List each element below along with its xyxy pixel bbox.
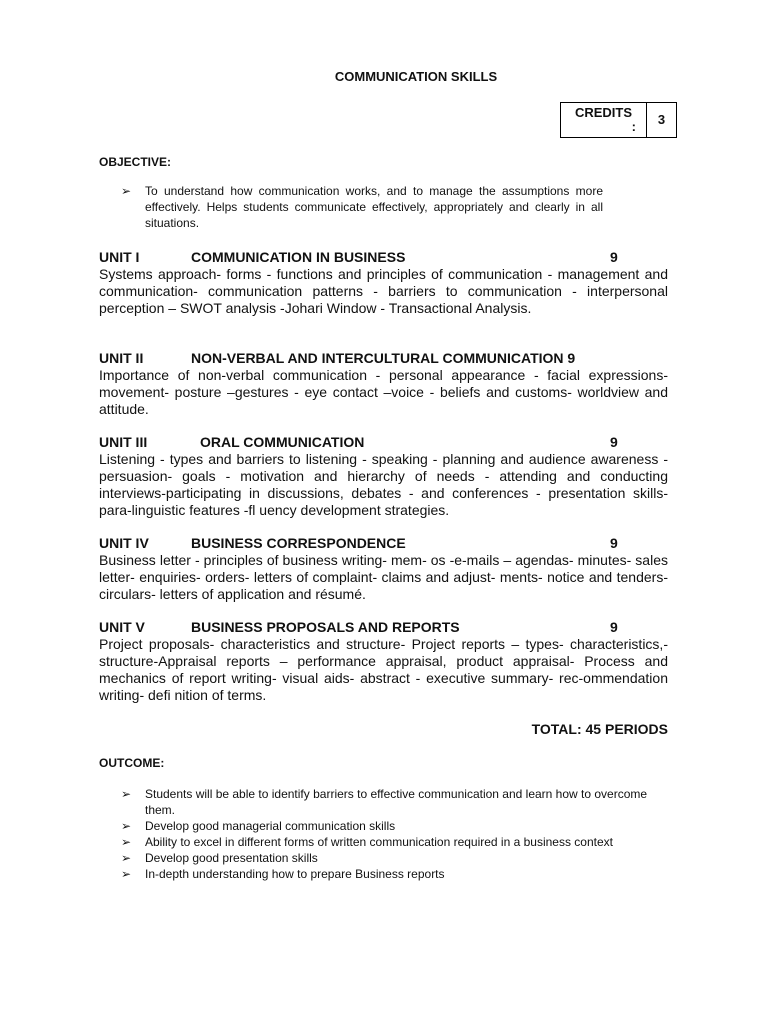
credits-value: 3 [657,112,666,127]
unit-number: UNIT I [99,249,140,265]
unit-section [99,619,668,704]
outcome-item [121,850,671,866]
unit-hours: 9 [610,535,618,551]
unit-title: ORAL COMMUNICATION [200,434,365,450]
bullet-arrow-icon: ➢ [121,867,132,881]
unit-title: BUSINESS PROPOSALS AND REPORTS [191,619,460,635]
unit-title: COMMUNICATION IN BUSINESS [191,249,406,265]
credits-colon: : [631,119,636,134]
outcome-item [121,834,671,850]
credits-label: CREDITS [574,105,633,120]
total-periods: TOTAL: 45 PERIODS [531,721,668,737]
objective-heading: OBJECTIVE: [99,155,172,169]
outcome-list [121,786,671,882]
outcome-item [121,818,671,834]
unit-number: UNIT V [99,619,145,635]
unit-hours: 9 [610,249,618,265]
credits-box [560,102,677,138]
outcome-item [121,786,671,818]
bullet-arrow-icon: ➢ [121,835,132,849]
unit-title: NON-VERBAL AND INTERCULTURAL COMMUNICATION 9 [191,350,576,366]
outcome-item-text: In-depth understanding how to prepare Business reports [145,867,445,881]
outcome-item-text: Develop good presentation skills [145,851,318,865]
unit-heading [99,249,668,266]
objective-list [121,183,603,231]
outcome-heading: OUTCOME: [99,756,165,770]
outcome-item-text: Develop good managerial communication skills [145,819,396,833]
outcome-item-text: Students will be able to identify barriers to effective communication and learn how to overcome them. [145,787,648,817]
unit-heading [99,619,668,636]
unit-content: Systems approach- forms - functions and principles of communication - management and communication- communication patterns - barriers to communication - interpersonal perception – SWOT analysis -Johari Window - Transactional Analysis. [99,266,668,316]
unit-heading [99,434,668,451]
objective-item [121,183,603,231]
bullet-arrow-icon: ➢ [121,851,132,865]
document-title: COMMUNICATION SKILLS [334,69,498,84]
unit-number: UNIT III [99,434,148,450]
unit-number: UNIT IV [99,535,149,551]
unit-content: Business letter - principles of business writing- mem- os -e-mails – agendas- minutes- sales letter- enquiries- orders- letters of complaint- claims and adjust- ments- notice and tenders- circulars- letters of application and résumé. [99,552,668,602]
bullet-arrow-icon: ➢ [121,819,132,833]
bullet-arrow-icon: ➢ [121,184,132,198]
unit-content: Project proposals- characteristics and structure- Project reports – types- characteristics,-structure-Appraisal reports – performance appraisal, product appraisal- Process and mechanics of report writing- visual aids- abstract - executive summary- rec-ommendation writing- defi nition of terms. [99,636,668,703]
unit-section [99,535,668,603]
outcome-item [121,866,671,882]
unit-section [99,249,668,317]
unit-content: Importance of non-verbal communication - personal appearance - facial expressions- movement- posture –gestures - eye contact –voice - beliefs and customs- worldview and attitude. [99,367,668,417]
outcome-item-text: Ability to excel in different forms of written communication required in a business context [145,835,613,849]
unit-section [99,350,668,418]
unit-title: BUSINESS CORRESPONDENCE [191,535,406,551]
credits-label-cell [561,103,647,137]
unit-heading [99,350,668,367]
unit-heading [99,535,668,552]
unit-number: UNIT II [99,350,144,366]
unit-hours: 9 [610,619,618,635]
objective-item-text: To understand how communication works, and to manage the assumptions more effectively. Helps students communicate effectively, appropriately and clearly in all situations. [145,184,603,230]
unit-hours: 9 [610,434,618,450]
unit-section [99,434,668,519]
unit-content: Listening - types and barriers to listening - speaking - planning and audience awareness - persuasion- goals - motivation and hierarchy of needs - attending and conducting interviews-participating in discussions, debates - and conferences - presentation skills- para-linguistic features -fl uency development strategies. [99,451,668,518]
bullet-arrow-icon: ➢ [121,787,132,801]
